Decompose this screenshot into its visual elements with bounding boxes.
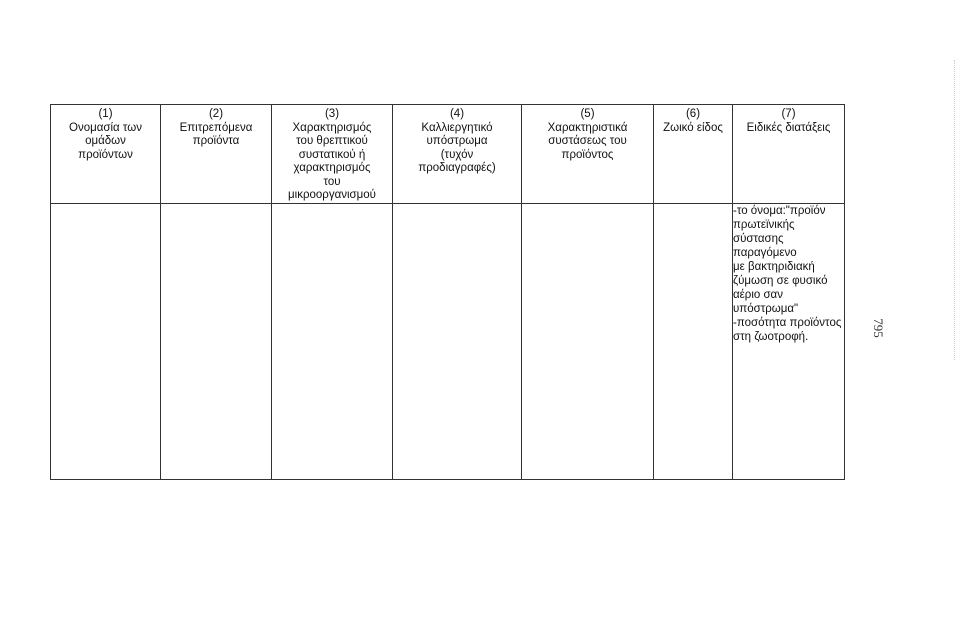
cell-special-provisions [733,203,845,480]
column-label: Ονομασία των ομάδων προϊόντων [69,121,142,161]
cell-composition [522,203,654,480]
column-number: (5) [580,108,595,120]
cell-nutrient-description [272,203,393,480]
header-col-1 [51,105,161,204]
regulation-table [50,104,845,480]
header-col-2 [161,105,272,204]
header-col-5 [522,105,654,204]
column-number: (4) [449,108,465,120]
remark-line: -ποσότητα προϊόντος στη ζωοτροφή. [733,316,842,343]
column-label: Ζωικό είδος [663,121,723,134]
header-col-4 [393,105,522,204]
header-col-6 [654,105,733,204]
remark-line: -το όνομα:"προϊόν πρωτεϊνικής σύστασης παραγόμενο με βακτηριδιακή ζύμωση σε φυσικό αέριο σαν υπόστρωμα" [733,204,828,315]
cell-animal-species [654,203,733,480]
cell-permitted-products [161,203,272,480]
column-number: (3) [324,108,340,120]
column-label: Ειδικές διατάξεις [746,121,831,134]
header-col-7 [733,105,845,204]
column-label: Χαρακτηριστικά συστάσεως του προϊόντος [547,121,628,161]
table-row [51,203,845,480]
cell-product-group [51,203,161,480]
column-number: (1) [98,108,113,120]
scan-edge-mark [954,60,956,360]
column-number: (6) [685,108,701,120]
column-number: (2) [208,108,224,120]
page-number: 795 [871,318,886,338]
cell-culture-substrate [393,203,522,480]
column-number: (7) [781,108,796,120]
header-col-3 [272,105,393,204]
column-label: Επιτρεπόμενα προϊόντα [179,121,253,147]
column-label: Καλλιεργητικό υπόστρωμα (τυχόν προδιαγραφές) [418,121,496,174]
header-row [51,105,845,204]
column-label: Χαρακτηρισμός του θρεπτικού συστατικού ή χαρακτηρισμός του μικροοργανισμού [288,121,376,201]
